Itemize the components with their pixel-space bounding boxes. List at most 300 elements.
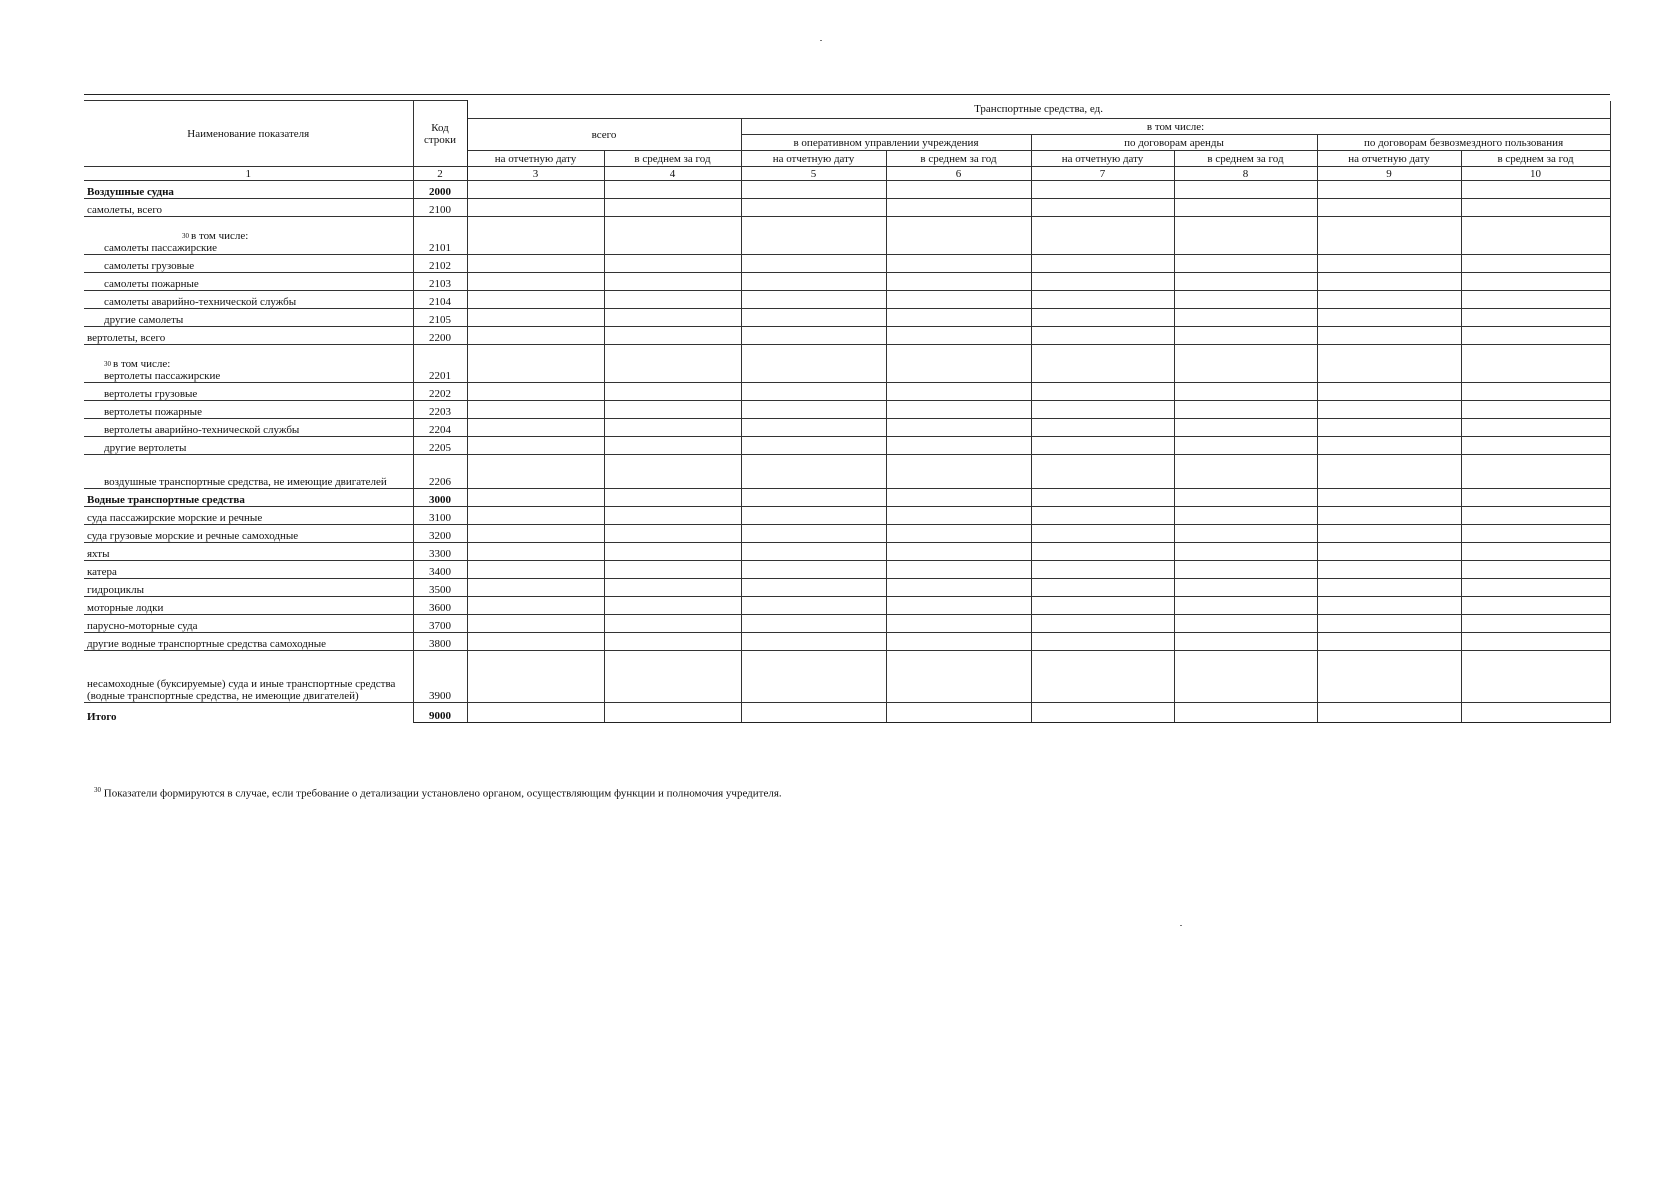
row-label: суда грузовые морские и речные самоходные bbox=[87, 530, 299, 542]
header-free: по договорам безвозмездного пользования bbox=[1317, 135, 1610, 151]
value-cell[interactable] bbox=[467, 615, 604, 633]
row-name bbox=[84, 703, 413, 723]
value-cell[interactable] bbox=[467, 579, 604, 597]
value-cell[interactable] bbox=[741, 615, 886, 633]
value-cell[interactable] bbox=[1461, 615, 1610, 633]
row-label: вертолеты пассажирские bbox=[104, 370, 221, 382]
row-label: катера bbox=[87, 566, 117, 578]
value-cell[interactable] bbox=[886, 199, 1031, 217]
value-cell[interactable] bbox=[1031, 633, 1174, 651]
value-cell[interactable] bbox=[1317, 291, 1461, 309]
row-label: вертолеты аварийно-технической службы bbox=[104, 424, 300, 436]
value-cell[interactable] bbox=[1174, 273, 1317, 291]
value-cell[interactable] bbox=[1461, 543, 1610, 561]
header-name: Наименование показателя bbox=[84, 101, 413, 167]
footnote-ref: 30 bbox=[104, 360, 111, 368]
table-body bbox=[84, 181, 1610, 723]
value-cell[interactable] bbox=[604, 455, 741, 489]
value-cell[interactable] bbox=[604, 327, 741, 345]
value-cell[interactable] bbox=[604, 651, 741, 703]
value-cell[interactable] bbox=[604, 291, 741, 309]
value-cell[interactable] bbox=[467, 543, 604, 561]
value-cell[interactable] bbox=[1461, 345, 1610, 383]
value-cell[interactable] bbox=[1031, 489, 1174, 507]
value-cell[interactable] bbox=[1317, 181, 1461, 199]
value-cell[interactable] bbox=[1461, 507, 1610, 525]
value-cell[interactable] bbox=[1461, 401, 1610, 419]
value-cell[interactable] bbox=[1317, 419, 1461, 437]
value-cell[interactable] bbox=[604, 543, 741, 561]
value-cell[interactable] bbox=[1174, 419, 1317, 437]
row-label: парусно-моторные суда bbox=[87, 620, 198, 632]
row-code: 2201 bbox=[413, 345, 467, 383]
row-subheader bbox=[182, 230, 410, 242]
value-cell[interactable] bbox=[741, 651, 886, 703]
value-cell[interactable] bbox=[1461, 199, 1610, 217]
value-cell[interactable] bbox=[1174, 437, 1317, 455]
value-cell[interactable] bbox=[1174, 561, 1317, 579]
header-avg-10: в среднем за год bbox=[1461, 151, 1610, 167]
row-code: 9000 bbox=[413, 703, 467, 723]
value-cell[interactable] bbox=[886, 181, 1031, 199]
row-label: гидроциклы bbox=[87, 584, 144, 596]
value-cell[interactable] bbox=[741, 703, 886, 723]
value-cell[interactable] bbox=[1174, 615, 1317, 633]
value-cell[interactable] bbox=[741, 383, 886, 401]
value-cell[interactable] bbox=[1031, 507, 1174, 525]
value-cell[interactable] bbox=[886, 633, 1031, 651]
header-op: в оперативном управлении учреждения bbox=[741, 135, 1031, 151]
value-cell[interactable] bbox=[1317, 327, 1461, 345]
value-cell[interactable] bbox=[1461, 703, 1610, 723]
value-cell[interactable] bbox=[886, 217, 1031, 255]
value-cell[interactable] bbox=[741, 489, 886, 507]
value-cell[interactable] bbox=[886, 525, 1031, 543]
value-cell[interactable] bbox=[1174, 489, 1317, 507]
row-name bbox=[84, 255, 413, 273]
value-cell[interactable] bbox=[467, 255, 604, 273]
value-cell[interactable] bbox=[604, 703, 741, 723]
row-name bbox=[84, 651, 413, 703]
table-row bbox=[84, 561, 1610, 579]
row-subheader bbox=[104, 358, 410, 370]
value-cell[interactable] bbox=[1031, 345, 1174, 383]
row-label: самолеты пожарные bbox=[104, 278, 199, 290]
value-cell[interactable] bbox=[1461, 579, 1610, 597]
value-cell[interactable] bbox=[1031, 401, 1174, 419]
footnote-text: Показатели формируются в случае, если требование о детализации установлено органом, осуществляющим функции и полномочия учредителя. bbox=[103, 787, 782, 800]
value-cell[interactable] bbox=[1174, 291, 1317, 309]
value-cell[interactable] bbox=[467, 217, 604, 255]
column-number: 1 bbox=[84, 167, 413, 181]
value-cell[interactable] bbox=[1174, 345, 1317, 383]
table-row bbox=[84, 703, 1610, 723]
header-transport: Транспортные средства, ед. bbox=[467, 101, 1610, 119]
table-row bbox=[84, 345, 1610, 383]
value-cell[interactable] bbox=[1031, 217, 1174, 255]
value-cell[interactable] bbox=[1174, 401, 1317, 419]
value-cell[interactable] bbox=[741, 507, 886, 525]
value-cell[interactable] bbox=[1317, 579, 1461, 597]
row-name bbox=[84, 419, 413, 437]
value-cell[interactable] bbox=[1317, 561, 1461, 579]
value-cell[interactable] bbox=[1317, 345, 1461, 383]
value-cell[interactable] bbox=[741, 255, 886, 273]
header-avg-8: в среднем за год bbox=[1174, 151, 1317, 167]
row-code: 3100 bbox=[413, 507, 467, 525]
row-name bbox=[84, 579, 413, 597]
value-cell[interactable] bbox=[467, 345, 604, 383]
value-cell[interactable] bbox=[1031, 437, 1174, 455]
value-cell[interactable] bbox=[741, 561, 886, 579]
value-cell[interactable] bbox=[467, 507, 604, 525]
value-cell[interactable] bbox=[1461, 597, 1610, 615]
value-cell[interactable] bbox=[1174, 703, 1317, 723]
value-cell[interactable] bbox=[1317, 309, 1461, 327]
value-cell[interactable] bbox=[1031, 455, 1174, 489]
value-cell[interactable] bbox=[467, 327, 604, 345]
table-row bbox=[84, 309, 1610, 327]
value-cell[interactable] bbox=[1174, 383, 1317, 401]
value-cell[interactable] bbox=[741, 291, 886, 309]
value-cell[interactable] bbox=[604, 419, 741, 437]
row-code: 3900 bbox=[413, 651, 467, 703]
value-cell[interactable] bbox=[1031, 419, 1174, 437]
value-cell[interactable] bbox=[886, 703, 1031, 723]
value-cell[interactable] bbox=[1031, 199, 1174, 217]
value-cell[interactable] bbox=[741, 633, 886, 651]
row-label: моторные лодки bbox=[87, 602, 164, 614]
value-cell[interactable] bbox=[741, 401, 886, 419]
value-cell[interactable] bbox=[604, 561, 741, 579]
value-cell[interactable] bbox=[1317, 199, 1461, 217]
value-cell[interactable] bbox=[886, 543, 1031, 561]
row-code: 3700 bbox=[413, 615, 467, 633]
value-cell[interactable] bbox=[1317, 651, 1461, 703]
column-number: 5 bbox=[741, 167, 886, 181]
value-cell[interactable] bbox=[886, 489, 1031, 507]
row-label: суда пассажирские морские и речные bbox=[87, 512, 263, 524]
row-name bbox=[84, 309, 413, 327]
value-cell[interactable] bbox=[1317, 543, 1461, 561]
value-cell[interactable] bbox=[1317, 273, 1461, 291]
row-code: 2000 bbox=[413, 181, 467, 199]
row-name bbox=[84, 199, 413, 217]
row-code: 3000 bbox=[413, 489, 467, 507]
row-label: Воздушные судна bbox=[87, 186, 174, 198]
value-cell[interactable] bbox=[1317, 525, 1461, 543]
value-cell[interactable] bbox=[604, 597, 741, 615]
row-code: 2105 bbox=[413, 309, 467, 327]
value-cell[interactable] bbox=[604, 507, 741, 525]
row-name bbox=[84, 597, 413, 615]
column-numbers-row bbox=[84, 167, 1610, 181]
value-cell[interactable] bbox=[467, 309, 604, 327]
value-cell[interactable] bbox=[604, 383, 741, 401]
value-cell[interactable] bbox=[1317, 401, 1461, 419]
value-cell[interactable] bbox=[886, 419, 1031, 437]
value-cell[interactable] bbox=[1031, 327, 1174, 345]
value-cell[interactable] bbox=[1174, 455, 1317, 489]
row-label: яхты bbox=[87, 548, 110, 560]
value-cell[interactable] bbox=[1174, 507, 1317, 525]
value-cell[interactable] bbox=[1031, 181, 1174, 199]
header-code: Код строки bbox=[413, 101, 467, 167]
row-code: 3800 bbox=[413, 633, 467, 651]
row-name bbox=[84, 401, 413, 419]
value-cell[interactable] bbox=[886, 273, 1031, 291]
value-cell[interactable] bbox=[604, 437, 741, 455]
value-cell[interactable] bbox=[1317, 507, 1461, 525]
value-cell[interactable] bbox=[467, 383, 604, 401]
table-row bbox=[84, 489, 1610, 507]
row-subheader-text: в том числе: bbox=[113, 358, 171, 370]
value-cell[interactable] bbox=[1174, 327, 1317, 345]
value-cell[interactable] bbox=[1461, 327, 1610, 345]
value-cell[interactable] bbox=[1317, 455, 1461, 489]
value-cell[interactable] bbox=[1031, 561, 1174, 579]
value-cell[interactable] bbox=[1174, 309, 1317, 327]
value-cell[interactable] bbox=[886, 615, 1031, 633]
row-code: 2204 bbox=[413, 419, 467, 437]
value-cell[interactable] bbox=[1461, 273, 1610, 291]
value-cell[interactable] bbox=[1174, 543, 1317, 561]
row-label: воздушные транспортные средства, не имеющие двигателей bbox=[104, 476, 387, 488]
value-cell[interactable] bbox=[1317, 703, 1461, 723]
value-cell[interactable] bbox=[886, 507, 1031, 525]
value-cell[interactable] bbox=[741, 273, 886, 291]
value-cell[interactable] bbox=[1461, 525, 1610, 543]
value-cell[interactable] bbox=[741, 309, 886, 327]
row-name bbox=[84, 489, 413, 507]
value-cell[interactable] bbox=[741, 597, 886, 615]
row-label: самолеты аварийно-технической службы bbox=[104, 296, 297, 308]
value-cell[interactable] bbox=[467, 437, 604, 455]
value-cell[interactable] bbox=[1461, 255, 1610, 273]
value-cell[interactable] bbox=[604, 217, 741, 255]
value-cell[interactable] bbox=[467, 633, 604, 651]
column-number: 2 bbox=[413, 167, 467, 181]
value-cell[interactable] bbox=[741, 455, 886, 489]
value-cell[interactable] bbox=[604, 345, 741, 383]
value-cell[interactable] bbox=[1174, 579, 1317, 597]
table-row bbox=[84, 437, 1610, 455]
value-cell[interactable] bbox=[1031, 255, 1174, 273]
value-cell[interactable] bbox=[886, 651, 1031, 703]
value-cell[interactable] bbox=[604, 579, 741, 597]
value-cell[interactable] bbox=[741, 579, 886, 597]
value-cell[interactable] bbox=[886, 561, 1031, 579]
value-cell[interactable] bbox=[1031, 383, 1174, 401]
value-cell[interactable] bbox=[886, 401, 1031, 419]
row-name bbox=[84, 327, 413, 345]
value-cell[interactable] bbox=[604, 525, 741, 543]
value-cell[interactable] bbox=[467, 273, 604, 291]
column-number: 10 bbox=[1461, 167, 1610, 181]
row-subheader-text: в том числе: bbox=[191, 230, 249, 242]
value-cell[interactable] bbox=[467, 703, 604, 723]
row-code: 2200 bbox=[413, 327, 467, 345]
value-cell[interactable] bbox=[886, 291, 1031, 309]
value-cell[interactable] bbox=[1317, 437, 1461, 455]
table-row bbox=[84, 291, 1610, 309]
value-cell[interactable] bbox=[1031, 615, 1174, 633]
row-name bbox=[84, 437, 413, 455]
value-cell[interactable] bbox=[1461, 633, 1610, 651]
value-cell[interactable] bbox=[1031, 525, 1174, 543]
footnote-ref: 30 bbox=[182, 232, 189, 240]
row-label: Водные транспортные средства bbox=[87, 494, 245, 506]
row-code: 2100 bbox=[413, 199, 467, 217]
value-cell[interactable] bbox=[1461, 383, 1610, 401]
value-cell[interactable] bbox=[1031, 703, 1174, 723]
row-name bbox=[84, 455, 413, 489]
table-row bbox=[84, 597, 1610, 615]
value-cell[interactable] bbox=[1461, 437, 1610, 455]
table-row bbox=[84, 217, 1610, 255]
row-name bbox=[84, 543, 413, 561]
value-cell[interactable] bbox=[1461, 181, 1610, 199]
value-cell[interactable] bbox=[1461, 309, 1610, 327]
value-cell[interactable] bbox=[1174, 217, 1317, 255]
value-cell[interactable] bbox=[886, 579, 1031, 597]
value-cell[interactable] bbox=[1031, 597, 1174, 615]
value-cell[interactable] bbox=[467, 651, 604, 703]
value-cell[interactable] bbox=[1174, 199, 1317, 217]
value-cell[interactable] bbox=[741, 199, 886, 217]
table-row bbox=[84, 383, 1610, 401]
row-code: 3500 bbox=[413, 579, 467, 597]
row-label: другие водные транспортные средства самоходные bbox=[87, 638, 327, 650]
row-name bbox=[84, 507, 413, 525]
value-cell[interactable] bbox=[1174, 651, 1317, 703]
row-name bbox=[84, 561, 413, 579]
table-row bbox=[84, 181, 1610, 199]
value-cell[interactable] bbox=[886, 309, 1031, 327]
value-cell[interactable] bbox=[886, 383, 1031, 401]
value-cell[interactable] bbox=[604, 199, 741, 217]
table-row bbox=[84, 579, 1610, 597]
value-cell[interactable] bbox=[741, 419, 886, 437]
row-name bbox=[84, 345, 413, 383]
value-cell[interactable] bbox=[741, 525, 886, 543]
table-row bbox=[84, 633, 1610, 651]
value-cell[interactable] bbox=[1031, 579, 1174, 597]
value-cell[interactable] bbox=[741, 217, 886, 255]
row-code: 2202 bbox=[413, 383, 467, 401]
header-avg-4: в среднем за год bbox=[604, 151, 741, 167]
table-row bbox=[84, 651, 1610, 703]
value-cell[interactable] bbox=[1461, 419, 1610, 437]
row-label: вертолеты, всего bbox=[87, 332, 166, 344]
value-cell[interactable] bbox=[1317, 597, 1461, 615]
value-cell[interactable] bbox=[1031, 291, 1174, 309]
value-cell[interactable] bbox=[1174, 525, 1317, 543]
value-cell[interactable] bbox=[1461, 651, 1610, 703]
value-cell[interactable] bbox=[886, 597, 1031, 615]
scan-speck bbox=[1180, 925, 1182, 926]
value-cell[interactable] bbox=[1317, 489, 1461, 507]
value-cell[interactable] bbox=[1461, 291, 1610, 309]
value-cell[interactable] bbox=[886, 255, 1031, 273]
value-cell[interactable] bbox=[467, 181, 604, 199]
row-label: другие вертолеты bbox=[104, 442, 187, 454]
row-name bbox=[84, 525, 413, 543]
value-cell[interactable] bbox=[741, 345, 886, 383]
column-number: 4 bbox=[604, 167, 741, 181]
value-cell[interactable] bbox=[741, 437, 886, 455]
header-avg-6: в среднем за год bbox=[886, 151, 1031, 167]
value-cell[interactable] bbox=[1031, 273, 1174, 291]
row-label: несамоходные (буксируемые) суда и иные транспортные средства (водные транспортные средства, не имеющие двигателей) bbox=[87, 678, 396, 702]
value-cell[interactable] bbox=[1461, 561, 1610, 579]
value-cell[interactable] bbox=[1174, 633, 1317, 651]
value-cell[interactable] bbox=[1317, 383, 1461, 401]
value-cell[interactable] bbox=[1317, 633, 1461, 651]
value-cell[interactable] bbox=[886, 455, 1031, 489]
value-cell[interactable] bbox=[1174, 597, 1317, 615]
value-cell[interactable] bbox=[604, 255, 741, 273]
value-cell[interactable] bbox=[1317, 217, 1461, 255]
row-label: самолеты, всего bbox=[87, 204, 163, 216]
table-row bbox=[84, 543, 1610, 561]
value-cell[interactable] bbox=[1317, 615, 1461, 633]
value-cell[interactable] bbox=[467, 455, 604, 489]
value-cell[interactable] bbox=[1031, 543, 1174, 561]
value-cell[interactable] bbox=[604, 615, 741, 633]
table-row bbox=[84, 273, 1610, 291]
value-cell[interactable] bbox=[886, 437, 1031, 455]
value-cell[interactable] bbox=[741, 543, 886, 561]
value-cell[interactable] bbox=[1461, 489, 1610, 507]
header-incl: в том числе: bbox=[741, 119, 1610, 135]
column-number: 9 bbox=[1317, 167, 1461, 181]
value-cell[interactable] bbox=[604, 309, 741, 327]
value-cell[interactable] bbox=[741, 327, 886, 345]
value-cell[interactable] bbox=[467, 561, 604, 579]
value-cell[interactable] bbox=[467, 199, 604, 217]
value-cell[interactable] bbox=[467, 525, 604, 543]
value-cell[interactable] bbox=[604, 273, 741, 291]
value-cell[interactable] bbox=[1317, 255, 1461, 273]
value-cell[interactable] bbox=[467, 401, 604, 419]
value-cell[interactable] bbox=[604, 489, 741, 507]
value-cell[interactable] bbox=[1461, 455, 1610, 489]
footnote bbox=[94, 786, 782, 800]
value-cell[interactable] bbox=[1174, 181, 1317, 199]
value-cell[interactable] bbox=[886, 345, 1031, 383]
value-cell[interactable] bbox=[467, 419, 604, 437]
value-cell[interactable] bbox=[467, 489, 604, 507]
header-total: всего bbox=[467, 119, 741, 151]
row-code: 2203 bbox=[413, 401, 467, 419]
value-cell[interactable] bbox=[604, 181, 741, 199]
value-cell[interactable] bbox=[1031, 651, 1174, 703]
value-cell[interactable] bbox=[1461, 217, 1610, 255]
value-cell[interactable] bbox=[467, 597, 604, 615]
value-cell[interactable] bbox=[1174, 255, 1317, 273]
value-cell[interactable] bbox=[741, 181, 886, 199]
table-row bbox=[84, 525, 1610, 543]
value-cell[interactable] bbox=[467, 291, 604, 309]
table-row bbox=[84, 327, 1610, 345]
value-cell[interactable] bbox=[604, 633, 741, 651]
value-cell[interactable] bbox=[1031, 309, 1174, 327]
row-name bbox=[84, 383, 413, 401]
table-row bbox=[84, 615, 1610, 633]
value-cell[interactable] bbox=[886, 327, 1031, 345]
value-cell[interactable] bbox=[604, 401, 741, 419]
